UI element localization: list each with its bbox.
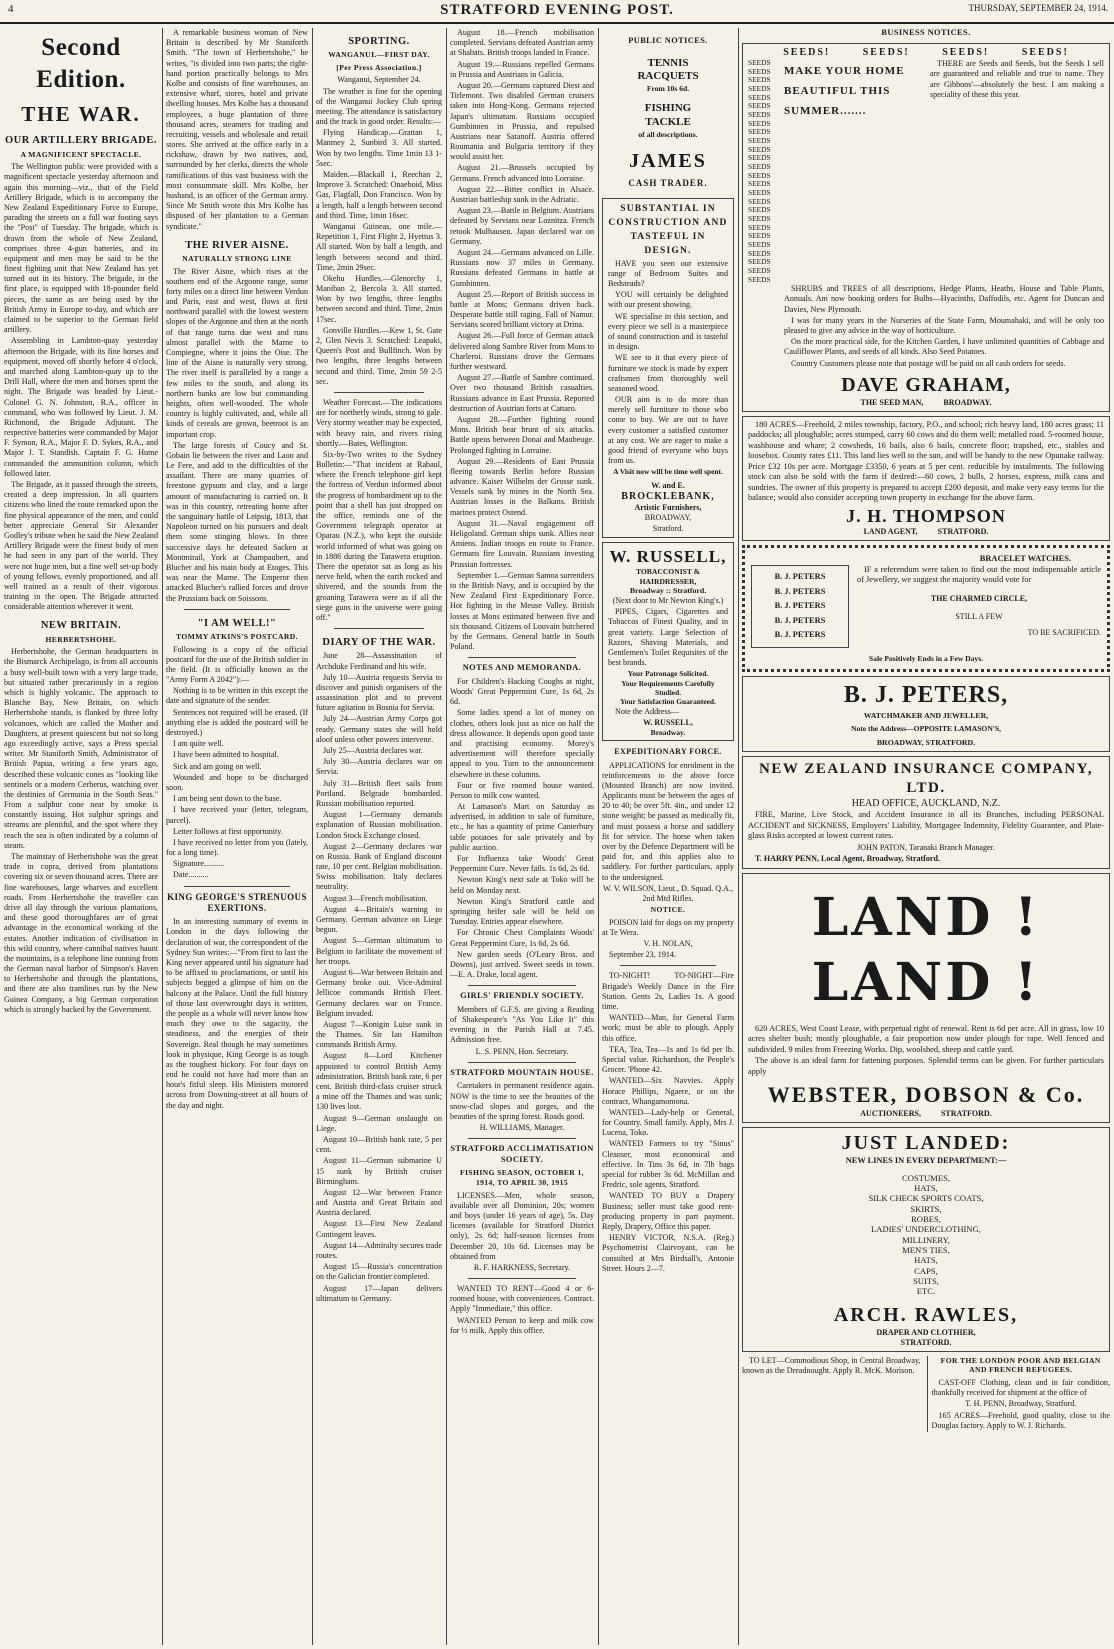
classified-ad: TEA, Tea, Tea—1s and 1s 6d per lb. Special value. Richardson, the People's Grocer. 'Phone 42. xyxy=(602,1044,734,1075)
separator xyxy=(468,1138,576,1139)
diary-entry: August 12—War between France and Austria and Great Britain and Austria declared. xyxy=(316,1187,442,1218)
diary-entry: July 31—British fleet sails from Portland. Belgrade bombarded. Russian mobilisation reported. xyxy=(316,778,442,808)
dateline: Wanganui, September 24. xyxy=(337,75,421,85)
draper-clothier: DRAPER AND CLOTHIER, xyxy=(876,1327,976,1337)
sporting-heading: SPORTING. xyxy=(348,36,410,47)
i-am-well-heading: "I AM WELL!" xyxy=(197,617,277,629)
column-4 xyxy=(450,28,594,1645)
russell-address: Broadway :: Stratford. xyxy=(629,586,707,596)
seeds-word: SEEDS xyxy=(748,205,771,215)
postcard-line: Sick and am going on well. xyxy=(173,761,262,771)
seeds-ad xyxy=(742,43,1110,412)
to-let-ad xyxy=(742,1356,921,1432)
licenses-notice: LICENSES.—Men, whole season, available over all Dominion, 20s; women and boys (under 16 years of age), 5s. Day licenses (available for Stratford District only), 2s 6d; half-season licenses from December 20, 10s 6d. Licenses may be obtained from xyxy=(450,1190,594,1261)
article-paragraph: The large forests of Coucy and St. Gobain lie between the river and Laon and Le Fere, and add to the difficulties of the assailant. There are many quarries of freestone gypsum and clay, and a large amount of manufacturing is carried on. It was in this country, retreating home after the sanguinary battle of Leipsig, 1813, that Napoleon turned on his pursuers and dealt them some stinging blows. In three successive days he defeated Sacken at Montmirail, York at Champaubert, and Blucher and his main body at Etoges. This was near the Marne. The Emperor then attacked Blucher's rallied forces and drove the Prussians back on Soissons. xyxy=(166,440,308,603)
peters-broadway: BROADWAY, STRATFORD. xyxy=(876,738,976,748)
seeds-word: SEEDS xyxy=(748,213,771,223)
acclimatisation-signature: R. F. HARKNESS, Secretary. xyxy=(473,1262,571,1272)
diary-entry: August 14—Admiralty secures trade routes. xyxy=(316,1240,442,1260)
classified-ad: WANTED TO BUY a Drapery Business; seller must take good rent-producing property in part payment. Reply, Drapery, Office this paper. xyxy=(602,1191,734,1231)
diary-entry: August 15—Russia's concentration on the Galician frontier completed. xyxy=(316,1262,442,1282)
wanted-ad: WANTED Person to keep and milk cow for ½ milk. Apply this office. xyxy=(450,1315,594,1335)
ad-paragraph: OUR aim is to do more than merely sell furniture to those who come to buy. We are out to have every customer a satisfied customer at any cost. We are eager to make a good friend of everyone who buys from us. xyxy=(608,395,728,466)
masthead: STRATFORD EVENING POST. xyxy=(440,2,674,18)
next-door: (Next door to Mr Newton King's.) xyxy=(612,595,724,605)
postcard-line: I have received no letter from you (lately, for a long time). xyxy=(166,837,308,858)
seeds-word: SEEDS xyxy=(748,179,771,189)
separator xyxy=(468,985,576,986)
peters-name-line: B. J. PETERS xyxy=(774,601,826,611)
diary-entry: August 19.—Russians repelled Germans in Prussia and Austrians in Galicia. xyxy=(450,59,594,79)
column-divider xyxy=(446,28,447,1645)
watchmaker: WATCHMAKER AND JEWELLER, xyxy=(863,710,989,720)
king-heading: KING GEORGE'S STRENUOUS EXERTIONS. xyxy=(167,891,307,913)
column-6 xyxy=(742,28,1110,1645)
postcard-line: I have been admitted to hospital. xyxy=(173,750,279,760)
seeds-word: SEEDS xyxy=(748,239,771,249)
russell-sign: W. RUSSELL, xyxy=(643,717,693,727)
note: For Children's Hacking Coughs at night, Woods' Great Peppermint Cure, 1s 6d, 2s 6d. xyxy=(450,676,594,707)
diary-entry: August 31.—Naval engagement off Heligoland. German ships sunk. Allies near Amiens. Indian troops en route to France. Germans fire Louvain. Russians investing Prussian fortresses. xyxy=(450,518,594,569)
article-paragraph: The Wellington public were provided with a magnificent spectacle yesterday afternoon and again this morning—viz., that of the Field Artillery Brigade, which is to accompany the New Zealand Expeditionary Force to Europe, parading the streets on a full war footing says the "Post" of Tuesday. The brigade, which is drawn from the whole of New Zealand, comprises three 4-gun batteries, and its equipment and men may be said to be the finest fighting unit that New Zealand has yet turned out in its history. The brigade, in the first place, is equipped with 18-pounder field pieces, the same as are being used by the British Army in Europe to-day, and which are claimed to be superior to the German field artillery. xyxy=(4,162,158,335)
column-divider xyxy=(598,28,599,1645)
sporting-subheading: WANGANUI.—FIRST DAY. xyxy=(328,50,430,60)
classified-ad: WANTED—Man, for General Farm work; must be able to plough. Apply this office. xyxy=(602,1013,734,1043)
aisne-subheading: NATURALLY STRONG LINE xyxy=(182,253,292,263)
russell-name: W. RUSSELL, xyxy=(609,546,727,566)
classified-ad: WANTED—Lady-help or General, for Country. Small family. Apply, Mrs J. Lucena, Toko. xyxy=(602,1107,734,1138)
branch-manager: JOHN PATON, Taranaki Branch Manager. xyxy=(857,842,995,852)
header-rule xyxy=(0,22,1114,24)
peters-big-name: B. J. PETERS, xyxy=(843,682,1009,709)
diary-entry: August 2—Germany declares war on Russia. Bank of England discount rate, 10 per cent. Belgian mobilisation. Swiss mobilisation. Italy declares neutrality. xyxy=(316,841,442,892)
rawles-stratford: STRATFORD. xyxy=(900,1337,952,1347)
article-paragraph: Herbertshohe, the German headquarters in the Bismarck Archipelago, is from all accounts a busy well-built town with a very large trade, but situated rather precariously in a region which is highly volcanic. The approach to Blanche Bay, New Britain, on which Herbertshohe stands, is flanked by three lofty volcanoes, which are called the Mother and Daughters, at present quiescent but not so long ago exceedingly active, says a Press special writer. Mr Staniforth Smith, Administrator of British Papua, writing a few years ago, described these volcanic cones as "looking like sentinels or a modern Cerberus, watching over the destinies of Germania in the South Seas." From a sulphur cone near by smoke is constantly issuing. Hot sulphur springs and streams are plentiful, and the spot where they reach the sea is often indicated by a column of steam. xyxy=(4,647,158,850)
gfs-heading: GIRLS' FRIENDLY SOCIETY. xyxy=(460,991,584,1001)
peters-name-line: B. J. PETERS xyxy=(774,571,826,581)
just-landed: JUST LANDED: xyxy=(841,1132,1011,1155)
bottom-ads xyxy=(742,1356,1110,1432)
seeds-word: SEEDS xyxy=(748,84,771,94)
seeds-word: SEEDS xyxy=(748,75,771,85)
slogan-line: MAKE YOUR HOME xyxy=(784,65,905,78)
peters-name-line: B. J. PETERS xyxy=(774,630,826,640)
notice-heading: NOTICE. xyxy=(650,905,686,915)
classified-ad: TO-NIGHT! TO-NIGHT—Fire Brigade's Weekly Dance in the Fire Station. Gents 2s, Ladies 1s. A good time. xyxy=(602,971,734,1012)
article-paragraph: Assembling in Lambton-quay yesterday afternoon the Brigade, with its fine horses and equipment, moved off shortly before 4 o'clock, and marched along Lambton-quay up to the Drill Hall, where the men and horses spent the night. The Brigade was headed by Lieut.-Colonel G. N. Johnston, R.A., officer in command, who was followed by Lieut. J. M. Richmond, the Brigade Adjutant. The respective batteries were commanded by Major F. Symon, R.A., Major F. D. Sykes, R.A., and Major J. T. Standish. Captain F. G. Hume commanded the ammunition column, which followed later. xyxy=(4,336,158,478)
seeds-word: SEEDS xyxy=(748,188,771,198)
seeds-word: SEEDS xyxy=(748,136,771,146)
diary-entry: August 23.—Battle in Belgium. Austrians defeated by Servians near Loznitza. French retook Mulhausen. Japan declared war on Germany. xyxy=(450,206,594,246)
land-ad xyxy=(742,873,1110,1123)
diary-entry: August 11—German submarine U 15 sunk by British cruiser Birmingham. xyxy=(316,1156,442,1186)
article-paragraph: The River Aisne, which rises at the southern end of the Argonne range, some forty miles on a direct line between Verdun and Paris, east and west, flows at first northward parallel with the lowest western slopes of the Argonne and then at the north of that range turns due west and runs almost parallel with the Marne to Compiegne, where it joins the Oise. The line of the Aisne is naturally very strong. The river itself is paralleled by a range a few miles to the south, and along its northern banks are low but commanding heights, often well-wooded. The whole country is highly cultivated, and, while all kinds of cereals are grown, beetroot is an important crop. xyxy=(166,266,308,439)
item-line: ETC. xyxy=(916,1286,936,1297)
ad-paragraph: TO LET—Commodious Shop, in Central Broadway, known as the Dreadnought. Apply R. McK. Morison. xyxy=(742,1355,921,1376)
postcard-line: I am quite well. xyxy=(173,739,224,749)
postcard-line: Wounded and hope to be discharged soon. xyxy=(166,772,308,792)
patronage: Your Patronage Solicited. xyxy=(627,669,709,679)
seeds-word: SEEDS xyxy=(748,170,771,180)
broadway: BROADWAY, xyxy=(644,513,692,523)
race-result: Wanganui Guineas, one mile.—Repetition 1, First Flight 2, Hyettus 3. All started. Won by half a length, and length between second and third. Time, 2min 29sec. xyxy=(316,221,442,272)
head-office: HEAD OFFICE, AUCKLAND, N.Z. xyxy=(851,797,1001,809)
seed-man: THE SEED MAN, BROADWAY. xyxy=(860,397,992,407)
ad-paragraph: Country Customers please note that postage will be paid on all cash orders for seeds. xyxy=(791,358,1066,368)
classified-ad: WANTED—Six Navvies. Apply Horace Phillips, Ngaere, or on the contract, Whangamomona. xyxy=(602,1076,734,1106)
land-agent: LAND AGENT, STRATFORD. xyxy=(863,527,989,537)
ad-paragraph: WE see to it that every piece of furniture we stock is made by expert craftsmen from thoroughly well seasoned wood. xyxy=(608,353,728,393)
diary-entry: August 27.—Battle of Sambre continued. Over two thousand British casualties. Russians advance in East Prussia. Reported destruction of Austrian forts at Cattaro. xyxy=(450,373,594,413)
new-britain-subheading: HERBERTSHOHE. xyxy=(45,634,117,644)
new-britain-heading: NEW BRITAIN. xyxy=(40,620,122,632)
wanted-ad: WANTED TO RENT—Good 4 or 6-roomed house, with conveniences. Contract. Apply "Immediate," this office. xyxy=(450,1284,594,1314)
satisfaction: Your Satisfaction Guaranteed. xyxy=(620,697,716,707)
seeds-word: SEEDS xyxy=(748,58,771,68)
tobacconist: TOBACCONIST & HAIRDRESSER, xyxy=(635,567,701,586)
postcard-line: Date.......... xyxy=(173,870,209,880)
seeds-word: SEEDS xyxy=(748,153,771,163)
column-divider xyxy=(738,28,739,1645)
brocklebank-name: BROCKLEBANK, xyxy=(621,490,715,502)
sale-ends: Sale Positively Ends in a Few Days. xyxy=(868,653,984,663)
nz-insurance: NEW ZEALAND INSURANCE COMPANY, LTD. xyxy=(759,760,1093,796)
mountain-house-signature: H. WILLIAMS, Manager. xyxy=(479,1123,565,1133)
race-result: Maiden.—Blackall 1, Reechan 2, Improve 3. Scratched: Onaeboid, Miss Gas, Flagfall, Don Francisco. Won by a length, half a length between second and third. Time, 1min 16sec. xyxy=(316,170,442,220)
peters-names xyxy=(751,565,849,648)
ad-paragraph: THERE are Seeds and Seeds, but the Seeds I sell are guaranteed and reliable and true to name. They are Gibbons'—absolutely the best. I am making a speciality of these this year. xyxy=(930,59,1104,99)
page-header xyxy=(0,0,1114,22)
cash-trader: CASH TRADER. xyxy=(628,178,708,189)
diary-entry: August 10—British bank rate, 5 per cent. xyxy=(316,1134,442,1155)
ad-paragraph: 165 ACRES—Freehold, good quality, close to the Douglas factory. Apply to W. J. Richards. xyxy=(931,1410,1110,1430)
auctioneers: AUCTIONEERS, STRATFORD. xyxy=(860,1108,992,1118)
diary-entry: June 28—Assassination of Archduke Ferdinand and his wife. xyxy=(316,651,442,671)
diary-entry: July 30—Austria declares war on Servia. xyxy=(316,757,442,777)
peters-body xyxy=(751,565,1101,648)
seeds-word: SEEDS xyxy=(748,127,771,137)
racquets-label: RACQUETS xyxy=(637,70,699,83)
war-heading: THE WAR. xyxy=(21,102,141,126)
column-divider xyxy=(162,28,163,1645)
brocklebank-ad xyxy=(602,198,734,538)
item-line: CAPS, xyxy=(914,1265,938,1276)
business-notices-heading: BUSINESS NOTICES. xyxy=(881,28,971,37)
page-mark: 4 xyxy=(8,3,14,15)
bracelet-watches: BRACELET WATCHES. xyxy=(979,554,1071,564)
farm-description: 180 ACRES—Freehold, 2 miles township, factory, P.O., and school; rich heavy land, 180 acres grass; 11 paddocks; all ploughable; acres stumped, carry 60 cows and do them well; metalled road. 5-roomed house, washhouse and whare; 2 cowsheds, 16 bails, also 6 bails, concrete floor; trapshed, etc., stables and loosebox. County rates £11. This land lies well to the sun, and will be handy to the new Opunake railway. Price £32 10s per acre. Mortgage £3350, 6 years at 5 per cent. reducible by instalments. The following stock can also be sold with the farm if desired:—60 cows, 2 bulls, 2 horses, express, milk cans and sundries. The owner of this property is prepared to accept £200 deposit, and make very easy terms for the balance; would also consider accepting town property in exchange for the above farm. xyxy=(748,420,1104,503)
seeds-word: SEEDS xyxy=(748,110,771,120)
diary-entry: August 7—Konigin Luise sunk in the Thames. Sir Ian Hamilton commands British Army. xyxy=(316,1019,442,1050)
ad-paragraph: I was for many years in the Nurseries of the State Farm, Moumahaki, and will be only too pleased to give any advice in the way of horticulture. xyxy=(784,315,1104,335)
sacrificed: TO BE SACRIFICED. xyxy=(1027,628,1101,638)
peters-note-address: Note the Address—OPPOSITE LAMASON'S, xyxy=(850,724,1002,734)
diary-entry: July 25—Austria declares war. xyxy=(323,746,423,755)
ad-paragraph: SHRUBS and TREES of all descriptions, Hedge Plants, Heaths, House and Table Plants, Annuals. Am now booking orders for Bulbs—Hyacinths, Daffodils, etc. Agent for Duncan and Davies, New Plymouth. xyxy=(784,284,1104,314)
separator xyxy=(184,886,290,887)
diary-entry: August 17—Japan delivers ultimatum to Germany. xyxy=(316,1283,442,1303)
note: Newton King's Stratford cattle and springing heifer sale will be held on Tuesday. Entries appear elsewhere. xyxy=(450,896,594,927)
item-line: ROBES, xyxy=(911,1214,941,1225)
diary-entry: August 18.—French mobilisation completed. Servians defeated Austrian army at Shabats. British troops landed in France. xyxy=(450,28,594,58)
ad-paragraph: YOU will certainly be delighted with our present showing. xyxy=(608,290,728,310)
visit-line: A Visit now will be time well spent. xyxy=(613,467,723,477)
diary-entry: August 20.—Germans captured Diest and Tirlemont. Two disabled German cruisers taken into Hong-Kong. Germans rejected Japan's ultimatum. Russians occupied Gumbinnen in Prussia, and repulsed Austrians near Satanoff. Austria offered Roumania and Bulgaria territory if they would assist her. xyxy=(450,80,594,162)
column-divider xyxy=(312,28,313,1645)
seeds-word: SEEDS xyxy=(748,248,771,258)
stratford: Stratford. xyxy=(652,523,684,533)
classified-ad: WANTED Farmers to try "Sinus" Cleanser, most economical and effective. In Tins 3s 6d, in 7lb bags special for rubber 3s 6d. McMillan and Fredric, sole agents, Stratford. xyxy=(602,1139,734,1190)
note: Newton King's next sale at Toko will be held on Monday next. xyxy=(450,875,594,895)
article-paragraph: Weather Forecast.—The indications are for northerly winds, strong to gale. Very stormy weather may be expected, with heavy rain, and rivers rising shortly.—Bates, Wellington. xyxy=(316,397,442,448)
artillery-heading: OUR ARTILLERY BRIGADE. xyxy=(5,135,157,147)
w-and-e: W. and E. xyxy=(651,480,685,490)
postcard-line: Signature.......... xyxy=(173,859,225,869)
russell-broadway: Broadway. xyxy=(650,727,686,737)
diary-entry: August 26.—Full force of German attack delivered along Sambre River from Mons to Charleroi. Russians drove the Germans further westward. xyxy=(450,331,594,371)
peters-text xyxy=(857,565,1101,648)
seeds-word: SEEDS xyxy=(748,92,771,102)
seeds-slogan xyxy=(784,59,924,284)
ad-paragraph: HAVE you seen our extensive range of Bedroom Suites and Bedsteads? xyxy=(608,258,728,289)
diary-entry: August 25.—Report of British success in battle at Mons; Germans driven back. Desperate battle still raging. Fall of Namur. Servians scored brilliant victory at Drina. xyxy=(450,289,594,330)
article-paragraph: Six-by-Two writes to the Sydney Bulletin:—"That incident at Rabaul, where the French telephone girl kept the fortress of Verdun informed about the progress of bombardment up to the point that a shell has just dropped on the office, reminds one of the Government telegraph operator at Oparau (N.Z.), who kept the outside world informed of what was going on in 1886 during the Tarawera eruption. There the operator sat as long as his nerve held, when the earth rocked and shivered, and the sounds from the groaning Tarawera were as if all the siege guns in the universe were going off." xyxy=(316,449,442,622)
issue-date: THURSDAY, SEPTEMBER 24, 1914. xyxy=(968,3,1108,13)
diary-entry: August 3—French mobilisation. xyxy=(323,893,428,903)
diary-entry: August 5—German ultimatum to Belgium to facilitate the movement of her troops. xyxy=(316,936,442,966)
note: Some ladies spend a lot of money on clothes, others look just as nice on half the dress allowance. It depends upon good taste and practising economy. Morey's advertisement will therefore specially appeal to you. Turn to the announcement elsewhere in these columns. xyxy=(450,708,594,779)
all-descriptions: of all descriptions. xyxy=(638,129,698,139)
item-line: MEN'S TIES, xyxy=(902,1244,950,1255)
item-line: MILLINERY, xyxy=(902,1234,950,1245)
seeds-word: SEEDS xyxy=(748,196,771,206)
ad-paragraph: WE specialise in this section, and every piece we sell is a masterpiece of sound construction and is tasteful in design. xyxy=(608,311,728,352)
dave-graham: DAVE GRAHAM, xyxy=(841,373,1011,396)
land-banner: LAND ! LAND ! xyxy=(811,886,1041,1014)
diary-entry: July 24—Austrian Army Corps got ready. Germany states she will hold aloof unless other powers intervene. xyxy=(316,714,442,744)
rawles-name: ARCH. RAWLES, xyxy=(833,1303,1019,1326)
belgian-sign: T. H. PENN, Broadway, Stratford. xyxy=(965,1399,1077,1409)
insurance-ad xyxy=(742,756,1110,869)
diary-entry: August 1—Germany demands explanation of Russian mobilisation. London Stock Exchange closed. xyxy=(316,810,442,840)
diary-entry: September 1.—German Samoa surrenders to the British Navy, and is occupied by the New Zealand First Expeditionary Force. Hot fighting in the Meuse Valley. British losses at Mons estimated between five and six thousand. Citizens of Louvain butchered by the Germans. General battle in South Poland. xyxy=(450,570,594,652)
ad-paragraph: 620 ACRES, West Coast Lease, with perpetual right of renewal. Rent is 6d per acre. All in grass, low 10 acres shelter bush; mostly ploughable, a fair proportion now under plough for rape. Well fenced and subdivided. 9 miles from Freezing Works. Dip, woolshed, sheep and cattle yard. xyxy=(748,1023,1104,1054)
seeds-banner: SEEDS! SEEDS! SEEDS! SEEDS! xyxy=(783,46,1069,58)
item-line: SILK CHECK SPORTS COATS, xyxy=(868,1193,984,1204)
fishing-season: FISHING SEASON, OCTOBER 1, 1914, TO APRIL 30, 1915 xyxy=(460,1168,584,1188)
seeds-body xyxy=(748,59,1104,284)
rawles-ad xyxy=(742,1127,1110,1352)
price-from: From 10s 6d. xyxy=(646,84,690,94)
mountain-house-heading: STRATFORD MOUNTAIN HOUSE. xyxy=(450,1067,594,1077)
slogan-line: BEAUTIFUL THIS xyxy=(784,85,891,98)
article-paragraph: Following is a copy of the official postcard for the use of the British soldier in the field. (It is officially known as the "Army Form A 2042"):— xyxy=(166,644,308,685)
postcard-line: I have received your (letter, telegram, parcel). xyxy=(166,805,308,825)
seeds-word: SEEDS xyxy=(748,101,771,111)
diary-entry: August 8—Lord Kitchener appointed to control British Army administration. British bank rate, 6 per cent. British third-class cruiser struck a mine off the Thames and was sunk; 130 lives lost. xyxy=(316,1051,442,1112)
note: For Influenza take Woods' Great Peppermint Cure. Never fails. 1s 6d, 2s 6d. xyxy=(450,854,594,874)
seeds-word: SEEDS xyxy=(748,274,771,284)
edition-title: Second Edition. xyxy=(36,34,126,93)
seeds-column xyxy=(748,59,778,284)
notice-date: September 23, 1914. xyxy=(609,950,676,960)
seeds-word: SEEDS xyxy=(748,162,771,172)
expeditionary-heading: EXPEDITIONARY FORCE. xyxy=(614,747,722,757)
ad-paragraph: The above is an ideal farm for fattening purposes. Splendid terms can be given. For further particulars apply xyxy=(748,1056,1104,1076)
item-line: HATS, xyxy=(914,1183,938,1194)
mountain-house-notice: Caretakers in permanent residence again. NOW is the time to see the beauties of the snow-clad slopes and gorges, and the beauties of the spring forest. Roads good. xyxy=(450,1081,594,1121)
tennis-label: TENNIS xyxy=(647,56,689,69)
webster-dobson: WEBSTER, DOBSON & Co. xyxy=(767,1082,1085,1108)
article-paragraph: Sentences not required will be erased. (If anything else is added the postcard will be destroyed.) xyxy=(166,707,308,737)
diary-entry: July 10—Austria requests Servia to discover and punish organisers of the assassination plot and to prevent future agitation in Bosnia for Servia. xyxy=(316,672,442,713)
requirements: Your Requirements Carefully Studied. xyxy=(621,678,715,697)
race-result: Flying Handicap.—Grattan 1, Manmey 2, Sunbird 3. All started. Won by two lengths. Time 1min 13 1-5sec. xyxy=(316,128,442,168)
separator xyxy=(184,609,290,610)
brocklebank-headline: SUBSTANTIAL IN CONSTRUCTION AND TASTEFUL IN DESIGN. xyxy=(608,203,728,257)
peters-name-line: B. J. PETERS xyxy=(774,615,826,625)
ad-paragraph: FIRE, Marine, Live Stock, and Accident Insurance in all its Branches, including PERSONAL ACCIDENT and SICKNESS, Employers' Liability, Mortgagee Indemnity, Fidelity Guarantee, and Plate-glass Risks accepted at lowest current rates. xyxy=(748,810,1104,841)
item-line: HATS, xyxy=(914,1255,938,1266)
tackle-label: TACKLE xyxy=(645,115,691,128)
artillery-subheading: A MAGNIFICENT SPECTACLE. xyxy=(20,149,142,159)
separator xyxy=(468,1278,576,1279)
charmed-circle: THE CHARMED CIRCLE, xyxy=(930,593,1028,603)
note: New garden seeds (O'Leary Bros. and Downs), just arrived. Sweet seeds in town.—E. A. Drake, local agent. xyxy=(450,949,594,980)
james-name: JAMES xyxy=(629,150,707,173)
gfs-notice: Members of G.F.S. are giving a Reading of Shakespeare's "As You Like It" this evening in the Parish Hall at 7.45. Admission free. xyxy=(450,1004,594,1045)
item-line: SUITS, xyxy=(912,1275,940,1286)
acclimatisation-heading: STRATFORD ACCLIMATISATION SOCIETY. xyxy=(450,1144,594,1164)
postcard-line: I am being sent down to the base. xyxy=(173,794,282,804)
belgian-heading: FOR THE LONDON POOR AND BELGIAN AND FRENCH REFUGEES. xyxy=(940,1355,1101,1375)
diary-entry: August 13—First New Zealand Contingent leaves. xyxy=(316,1219,442,1239)
gfs-signature: L. S. PENN, Hon. Secretary. xyxy=(475,1046,569,1056)
seeds-word: SEEDS xyxy=(748,118,771,128)
new-lines: NEW LINES IN EVERY DEPARTMENT:— xyxy=(845,1156,1007,1166)
public-notices-heading: PUBLIC NOTICES. xyxy=(628,36,708,45)
seeds-word: SEEDS xyxy=(748,265,771,275)
peters-name-line: B. J. PETERS xyxy=(774,586,826,596)
postcard-line: Letter follows at first opportunity. xyxy=(173,826,283,836)
diary-entry: August 6—War between Britain and Germany broke out. Vice-Admiral Jellicoe commands British Fleet. Germany declares war on France. Belgium invaded. xyxy=(316,967,442,1018)
press-association: [Per Press Association.] xyxy=(336,62,422,72)
note: Four or five roomed house wanted. Person to milk cow wanted. xyxy=(450,780,594,800)
article-paragraph: A remarkable business woman of New Britain is described by Mr Staniforth Smith. "The town of Herbertshohe," he writes, "is divided into two parts; the right-hand portion practically belongs to Mrs Kolbe and consists of fine warehouses, an extensive wharf, stores, hotel and private dwelling houses. Mrs Kolbe has a thousand employees, a huge plantation of three thousand acres, steamers for trading and recruiting, vessels and wholesale and retail stores. She arrived at the office early in a rickshaw, drawn by two natives, and, surrounded by her clerks, directs the whole ramifications of this vast business with the most consummate skill. Mrs Kolbe, her husband, is an officer of the German army. Since Mr Smith wrote this Mrs Kolbe has disposed of her plantation to a German syndicate." xyxy=(166,28,308,231)
expeditionary-signature: W. V. WILSON, Lieut., D. Squad. Q.A., 2nd Mtd Rifles. xyxy=(602,883,734,903)
diary-entry: August 28.—Further fighting round Mons. British bear brunt of six attacks. Battle opens between Donai and Maubeuge. Prolonged fighting in Lorraine. xyxy=(450,414,594,455)
poison-notice: POISON laid for dogs on my property at Te Wera. xyxy=(602,917,734,937)
article-paragraph: The mainstay of Herbertshohe was the great trade in copra, derived from plantations covering six or seven thousand acres. There are fine warehouses, large wharves and excellent roads. From Herbertshohe the traveller can drive all day through the various plantations, and these good thoroughfares are of great advantage in the economical working of the estates. Another indication of civilisation in this wild country, where cannibal natives haunt the mountains, is a telephone line running from the German naval harbor of Simpson's Haven to Herbertshohe and through the plantations, and there are also tramlines run by the New Guinea Company, a big German corporation which is strongly backed by the Government. xyxy=(4,852,158,1014)
diary-entry: August 4—Britain's warning to Germany. German advance on Liege begun. xyxy=(316,904,442,935)
expeditionary-notice: APPLICATIONS for enrolment in the reinforcements to the above force (Mounted Branch) are now invited. Applicants must be between the ages of 20 to 40; be over 5ft. 4in., and under 12 stone weight; be passed as medically fit, and must possess a horse and saddlery fit for service. The horse when taken over by the Defence Department will be paid for, and this applies also to saddlery. For further particulars, apply to the undersigned. xyxy=(602,760,734,882)
article-paragraph: The Brigade, as it passed through the streets, created a deep impression. In all quarters citizens who lined the route remarked upon the fine physical appearance of the men, and could better appreciate General Sir Alexander Godley's tribute when he said the New Zealand Artillery Brigade were the finest body of men he had seen in any part of the world. They were not huge men, but a fine well set-up body of young fellows, evenly proportioned, and all well trained as a result of their vigorous training in the open. The Brigade attracted considerable attention wherever it went. xyxy=(4,480,158,612)
separator xyxy=(468,657,576,658)
thompson-ad xyxy=(742,416,1110,541)
column-2 xyxy=(166,28,308,1645)
article-paragraph: Nothing is to be written in this except the date and signature of the sender. xyxy=(166,686,308,706)
aisne-heading: THE RIVER AISNE. xyxy=(185,239,289,251)
notice-signature: V. H. NOLAN, xyxy=(643,939,693,949)
column-5 xyxy=(602,28,734,1645)
slogan-line: SUMMER....... xyxy=(784,104,867,117)
ad-paragraph: PIPES, Cigars, Cigarettes and Tobaccos of Finest Quality, and in great variety. Large Selection of Razors, Shaving Materials, and Gentlemen's Toilet Requisites of the best brands. xyxy=(608,607,728,668)
diary-heading: DIARY OF THE WAR. xyxy=(322,637,436,649)
seeds-word: SEEDS xyxy=(748,231,771,241)
seeds-word: SEEDS xyxy=(748,257,771,267)
notes-heading: NOTES AND MEMORANDA. xyxy=(462,663,582,673)
seeds-word: SEEDS xyxy=(748,144,771,154)
seeds-word: SEEDS xyxy=(748,222,771,232)
diary-entry: August 29.—Residents of East Prussia fleeing towards Berlin before Russian advance. Kaiser Wilhelm der Grosse sunk. Vessels sunk by mines in the North Sea. Austrian losses in the Balkans. British marines protect Ostend. xyxy=(450,456,594,517)
separator xyxy=(334,628,424,629)
seeds-word: SEEDS xyxy=(748,66,771,76)
note: At Lamason's Mart on Saturday as advertised, in addition to sale of furniture, etc., he has a quantity of prime Canterbury table potatoes for sale privately and by public auction. xyxy=(450,802,594,852)
diary-entry: August 21.—Brussels occupied by Germans. French advanced into Lorraine. xyxy=(450,163,594,183)
still-a-few: STILL A FEW xyxy=(955,611,1003,621)
column-3 xyxy=(316,28,442,1645)
separator xyxy=(620,965,716,966)
item-line: SKIRTS, xyxy=(910,1203,942,1214)
peters-ad xyxy=(742,545,1110,672)
belgian-ad xyxy=(927,1356,1111,1432)
peters-address-ad xyxy=(742,676,1110,751)
seeds-text xyxy=(930,59,1104,284)
ad-paragraph: CAST-OFF Clothing, clean and in fair condition, thankfully received for shipment at the office of xyxy=(931,1378,1110,1398)
local-agent: T. HARRY PENN, Local Agent, Broadway, Stratford. xyxy=(755,853,941,863)
article-paragraph: In an interesting summary of events in London in the days following the declaration of war, the correspondent of the Sydney Sun writes:—"From first to last the King never appeared until his signature had to be affixed to proclamations, or until his subjects begged a glimpse of him on the balcony at the Palace. Until the full history of those last overwrought days is written, the people as a whole will never know how much they owe to the sagacity, the steadiness, and the energies of their Sovereign. Real though he may sometimes look in physique, King George is as tough as the toughest hickory. For four days on end he could not have had more than an hour's fitful sleep. His Ministers motored across from Downing-street at all hours of the day and night. xyxy=(166,917,308,1110)
item-line: COSTUMES, xyxy=(902,1172,950,1183)
ad-paragraph: On the more practical side, for the Kitchen Garden, I have unlimited quantities of Cabbage and Cauliflower Plants, and seeds of all kinds. Also Seed Potatoes. xyxy=(784,337,1104,357)
column-1 xyxy=(4,28,158,1645)
thompson-name: J. H. THOMPSON xyxy=(846,505,1006,526)
note: For Chronic Chest Complaints Woods' Great Peppermint Cure, 1s 6d, 2s 6d. xyxy=(450,928,594,948)
classified-ad: HENRY VICTOR, N.S.A. (Reg.) Psychometrist Clairvoyant, can be consulted at Mrs Birdsall's, Antonie Street. Hours 2—7. xyxy=(602,1233,734,1273)
article-paragraph: The weather is fine for the opening of the Wanganui Jockey Club spring meeting. The attendance is satisfactory and the track in good order. Results:— xyxy=(316,86,442,127)
separator xyxy=(334,392,424,393)
item-line: LADIES' UNDERCLOTHING, xyxy=(871,1224,981,1235)
race-result: Okehu Hurdles.—Glenorchy 1, Maniban 2, Bercola 3. All started. Won by two lengths, three lengths between second and third. Time, 2min 17sec. xyxy=(316,273,442,324)
russell-ad xyxy=(602,542,734,742)
artistic-furnishers: Artistic Furnishers, xyxy=(634,503,702,513)
diary-entry: August 22.—Bitter conflict in Alsace. Austrian battleship sunk in the Adriatic. xyxy=(450,184,594,204)
items-list xyxy=(748,1173,1104,1297)
ad-paragraph: IF a referendum were taken to find out the most indispensable article of Jewellery, we suggest the majority would vote for xyxy=(857,564,1101,585)
note-address: Note the Address— xyxy=(615,706,679,716)
diary-entry: August 24.—Germans advanced on Lille. Russians now 37 miles in Germany. Russians defeated Germans in battle at Gumbinnen. xyxy=(450,247,594,288)
fishing-label: FISHING xyxy=(644,101,692,114)
postcard-subheading: TOMMY ATKINS'S POSTCARD. xyxy=(176,631,298,641)
race-result: Gonville Hurdles.—Kew 1, St. Gate 2, Glen Nevis 3. Scratched: Leapaki, Queen's Post and Bullfinch. Won by two lengths, three lengths between second and third. Time, 2min 59 2-5 sec. xyxy=(316,325,442,386)
diary-entry: August 9—German onslaught on Liege. xyxy=(316,1113,442,1133)
separator xyxy=(468,1062,576,1063)
